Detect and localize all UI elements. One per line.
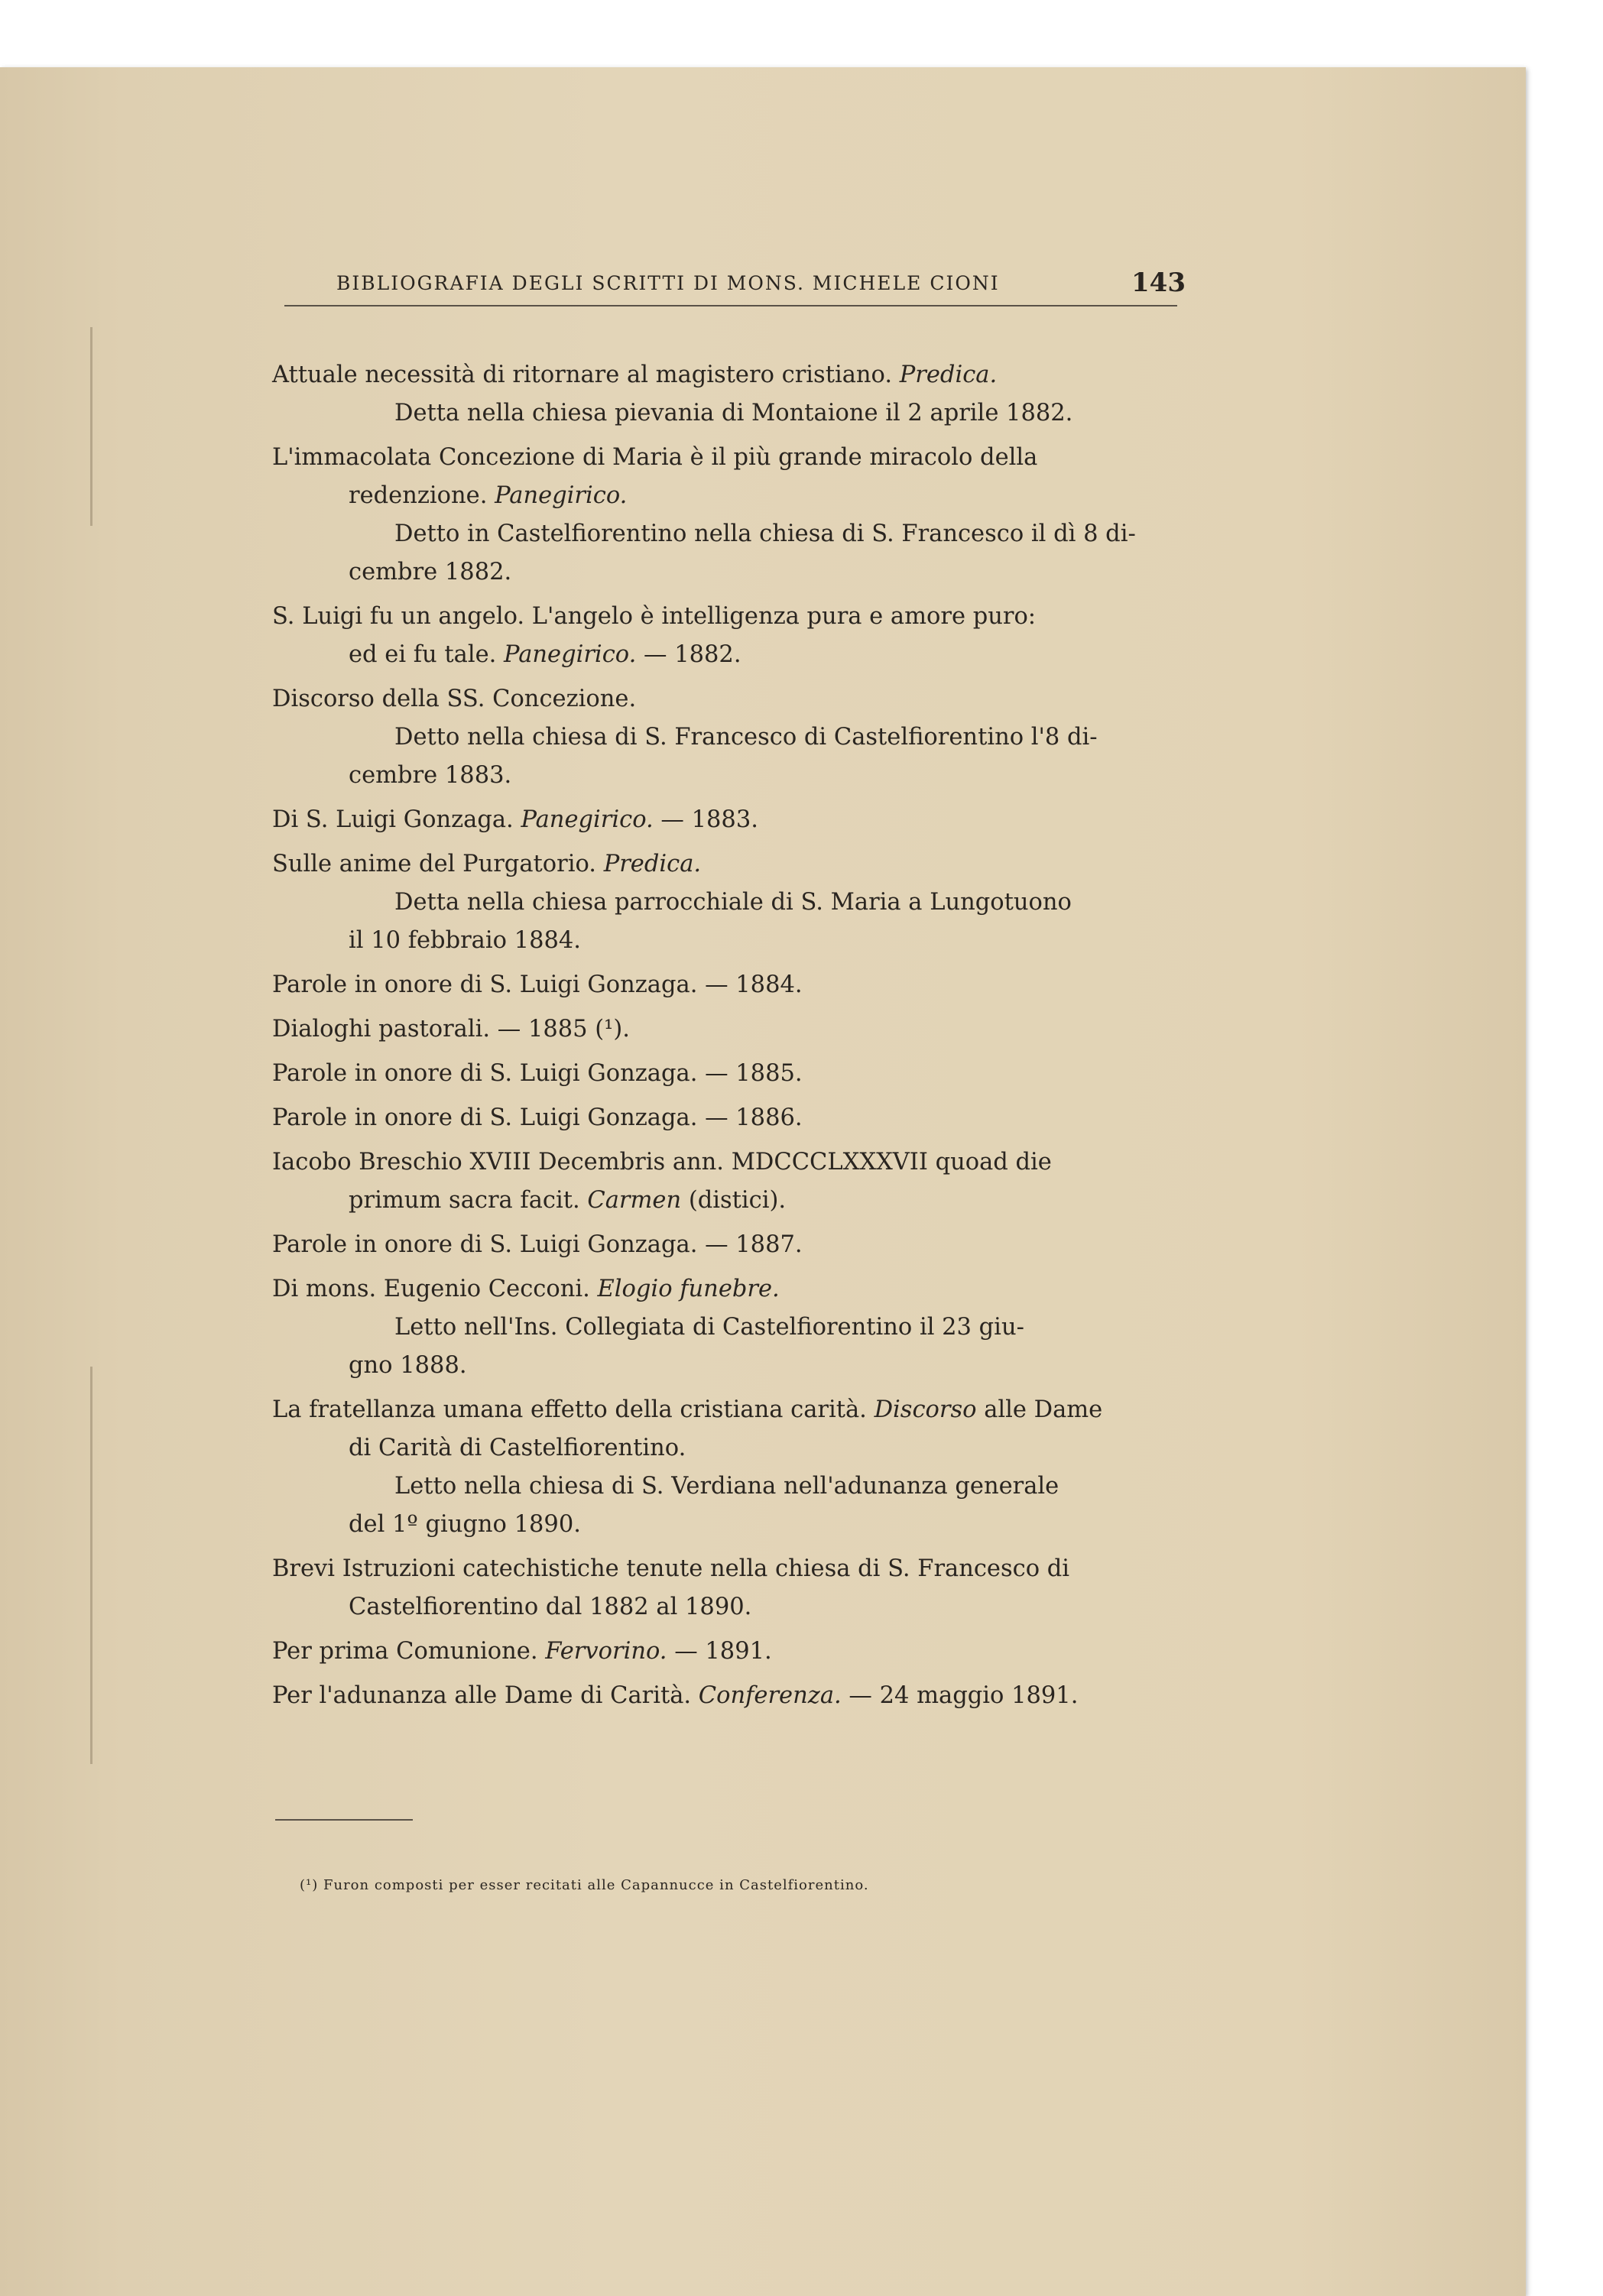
list-item	[272, 966, 1174, 1004]
entry-genre: Conferenza.	[698, 1682, 842, 1709]
list-item	[272, 1055, 1174, 1093]
entry-genre: Discorso	[874, 1396, 977, 1423]
footnote: (¹) Furon composti per esser recitati alle Capannucce in Castelfiorentino.	[300, 1877, 869, 1893]
entry-title: L'immacolata Concezione di Maria è il più grande miracolo della	[272, 444, 1038, 471]
entry-note: cembre 1882.	[349, 559, 512, 585]
entry-title: Per l'adunanza alle Dame di Carità.	[272, 1682, 692, 1709]
entry-note: gno 1888.	[349, 1352, 467, 1379]
entry-date: (distici).	[688, 1187, 787, 1214]
entry-title: Attuale necessità di ritornare al magistero cristiano.	[272, 362, 893, 388]
entry-note: Detta nella chiesa parrocchiale di S. Maria a Lungotuono	[394, 889, 1072, 916]
header-rule	[284, 305, 1177, 306]
entry-title: Brevi Istruzioni catechistiche tenute nella chiesa di S. Francesco di	[272, 1555, 1070, 1582]
list-item	[272, 1226, 1174, 1264]
entry-note: del 1º giugno 1890.	[349, 1511, 581, 1538]
entry-title-cont: ed ei fu tale.	[349, 641, 497, 668]
list-item	[272, 1391, 1174, 1544]
footnote-rule	[275, 1819, 413, 1821]
binding-mark	[90, 327, 92, 526]
entry-genre: Panegirico.	[521, 806, 654, 833]
entry-genre: Elogio funebre.	[597, 1276, 780, 1302]
entry-genre: Carmen	[587, 1187, 682, 1214]
entry-genre: Predica.	[603, 851, 702, 877]
entry-title: Per prima Comunione.	[272, 1638, 538, 1665]
list-item	[272, 845, 1174, 960]
entry-title: Di mons. Eugenio Cecconi.	[272, 1276, 590, 1302]
entry-genre: Predica.	[899, 362, 998, 388]
entry-title: Sulle anime del Purgatorio.	[272, 851, 596, 877]
page-number: 143	[1131, 268, 1186, 298]
list-item	[272, 1633, 1174, 1671]
entry-title: Iacobo Breschio XVIII Decembris ann. MDCCCLXXXVII quoad die	[272, 1149, 1052, 1176]
list-item	[272, 680, 1174, 795]
binding-mark	[90, 1367, 92, 1764]
entry-note: cembre 1883.	[349, 762, 512, 789]
entry-genre: Panegirico.	[495, 482, 628, 509]
entry-title: La fratellanza umana effetto della cristiana carità.	[272, 1396, 867, 1423]
list-item	[272, 1550, 1174, 1626]
entry-title-cont: Castelfiorentino dal 1882 al 1890.	[349, 1594, 752, 1620]
entry-note: Letto nell'Ins. Collegiata di Castelfiorentino il 23 giu-	[394, 1314, 1024, 1341]
entry-title: Discorso della SS. Concezione.	[272, 686, 637, 712]
entry-title-cont: redenzione.	[349, 482, 488, 509]
list-item	[272, 356, 1174, 433]
entry-note: Detto nella chiesa di S. Francesco di Castelfiorentino l'8 di-	[394, 724, 1098, 751]
entry-title: Parole in onore di S. Luigi Gonzaga. — 1886.	[272, 1104, 803, 1131]
running-title: BIBLIOGRAFIA DEGLI SCRITTI DI MONS. MICHELE CIONI	[336, 272, 1000, 294]
entry-title: Dialoghi pastorali. — 1885 (¹).	[272, 1016, 630, 1043]
entry-date: — 24 maggio 1891.	[849, 1682, 1079, 1709]
entry-genre: Fervorino.	[545, 1638, 667, 1665]
bibliography-list	[272, 356, 1174, 1721]
entry-title: Parole in onore di S. Luigi Gonzaga. — 1885.	[272, 1060, 803, 1087]
entry-date: — 1883.	[660, 806, 758, 833]
list-item	[272, 598, 1174, 674]
entry-date: — 1882.	[644, 641, 741, 668]
entry-title: Di S. Luigi Gonzaga.	[272, 806, 514, 833]
list-item	[272, 1270, 1174, 1385]
entry-title-cont: di Carità di Castelfiorentino.	[349, 1435, 686, 1461]
entry-title-cont: primum sacra facit.	[349, 1187, 580, 1214]
list-item	[272, 1099, 1174, 1137]
list-item	[272, 1143, 1174, 1220]
list-item	[272, 1010, 1174, 1049]
entry-note: Detta nella chiesa pievania di Montaione il 2 aprile 1882.	[394, 400, 1073, 426]
entry-genre: Panegirico.	[504, 641, 637, 668]
entry-note: Letto nella chiesa di S. Verdiana nell'adunanza generale	[394, 1473, 1059, 1500]
list-item	[272, 801, 1174, 839]
entry-title: S. Luigi fu un angelo. L'angelo è intelligenza pura e amore puro:	[272, 603, 1037, 630]
entry-title: Parole in onore di S. Luigi Gonzaga. — 1887.	[272, 1231, 803, 1258]
entry-note: il 10 febbraio 1884.	[349, 927, 581, 954]
entry-date: — 1891.	[674, 1638, 772, 1665]
entry-title-cont: alle Dame	[984, 1396, 1103, 1423]
entry-note: Detto in Castelfiorentino nella chiesa di S. Francesco il dì 8 di-	[394, 520, 1136, 547]
list-item	[272, 439, 1174, 592]
list-item	[272, 1677, 1174, 1715]
entry-title: Parole in onore di S. Luigi Gonzaga. — 1884.	[272, 971, 803, 998]
